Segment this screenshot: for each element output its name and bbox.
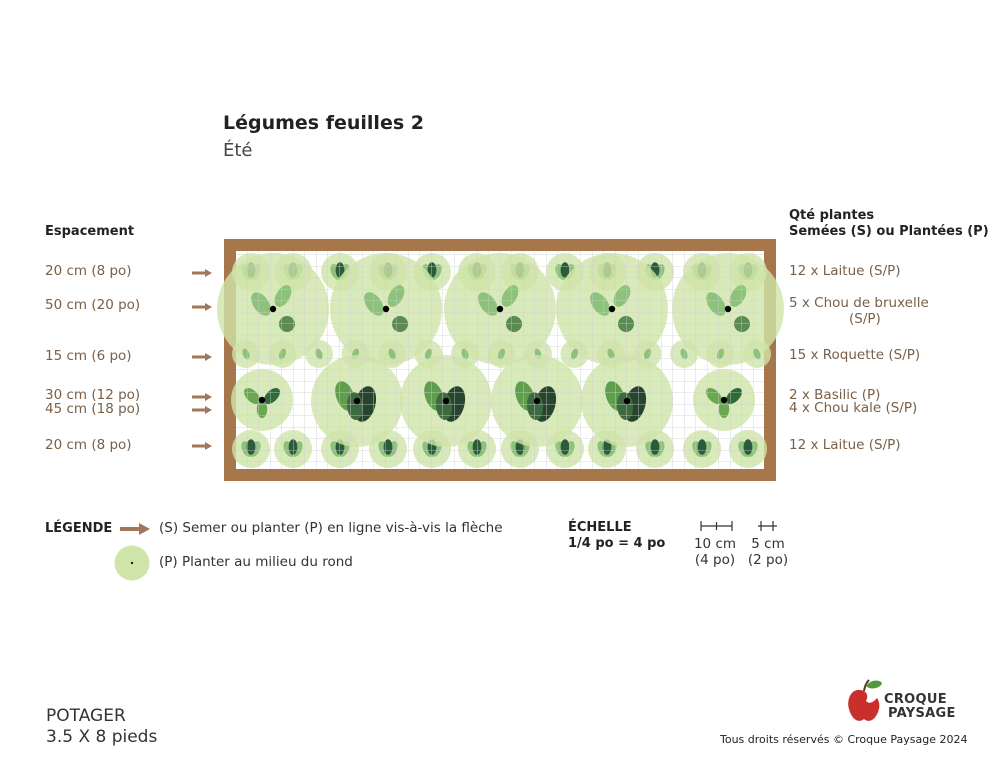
plant-center-dot [725,306,731,312]
legend-circle-icon [114,545,150,581]
spacing-header: Espacement [45,224,135,239]
spacing-label-row5: 20 cm (8 po) [45,437,132,453]
legend-row-text: (S) Semer ou planter (P) en ligne vis-à-vis la flèche [159,520,503,536]
logo-line1: CROQUE [884,692,947,707]
quantity-row5: 12 x Laitue (S/P) [789,437,901,453]
spacing-label-row4b: 45 cm (18 po) [45,401,141,417]
legend-circle-text: (P) Planter au milieu du rond [159,554,353,570]
quantity-row3: 15 x Roquette (S/P) [789,347,921,363]
spacing-label-row4a: 30 cm (12 po) [45,387,141,403]
row-arrow-icon [192,405,212,415]
brand-logo-text [884,693,956,721]
plant-center-dot [721,397,727,403]
spacing-label-row3: 15 cm (6 po) [45,348,132,364]
scale-title [568,520,665,552]
garden-dimensions: 3.5 X 8 pieds [46,727,158,747]
quantity-header [789,208,989,240]
plan-title: Légumes feuilles 2 [223,112,424,134]
scale-bar-5cm-icon [756,520,780,532]
spacing-label-row2: 50 cm (20 po) [45,297,141,313]
plant-center-dot [259,397,265,403]
quantity-row2 [789,297,929,326]
plant-center-dot [624,398,630,404]
plan-season: Été [223,140,253,161]
quantity-row4a: 2 x Basilic (P) [789,387,881,403]
scale-label-5cm [743,536,793,568]
plant-center-dot [609,306,615,312]
row-arrow-icon [192,268,212,278]
legend-arrow-icon [120,522,150,536]
quantity-row2-line2: (S/P) [849,311,881,327]
scale-10cm-imperial: (4 po) [694,552,736,568]
legend-title: LÉGENDE [45,521,113,536]
scale-bar-10cm-icon [699,520,735,532]
plant-center-dot [354,398,360,404]
plant-center-dot [443,398,449,404]
scale-label-10cm [690,536,740,568]
garden-bed [210,236,790,488]
quantity-row2-line1: 5 x Chou de bruxelle [789,295,929,311]
quantity-header-line1: Qté plantes [789,208,875,223]
row-arrow-icon [192,392,212,402]
plant-center-dot [534,398,540,404]
logo-line2: PAYSAGE [888,706,956,721]
row-arrow-icon [192,352,212,362]
plant-center-dot [497,306,503,312]
planting-grid [236,251,764,469]
row-arrow-icon [192,302,212,312]
row-arrow-icon [192,441,212,451]
quantity-header-line2: Semées (S) ou Plantées (P) [789,224,989,239]
garden-type: POTAGER [46,706,126,726]
scale-title-line2: 1/4 po = 4 po [568,536,666,551]
spacing-label-row1: 20 cm (8 po) [45,263,132,279]
scale-5cm-metric: 5 cm [751,536,785,552]
scale-title-line1: ÉCHELLE [568,520,632,535]
plant-center-dot [383,306,389,312]
scale-5cm-imperial: (2 po) [747,552,789,568]
plant-center-dot [270,306,276,312]
quantity-row4b: 4 x Chou kale (S/P) [789,400,918,416]
scale-10cm-metric: 10 cm [693,536,737,552]
apple-logo-icon [844,677,884,725]
copyright-text: Tous droits réservés © Croque Paysage 2024 [720,733,968,746]
quantity-row1: 12 x Laitue (S/P) [789,263,901,279]
garden-size [46,706,157,748]
